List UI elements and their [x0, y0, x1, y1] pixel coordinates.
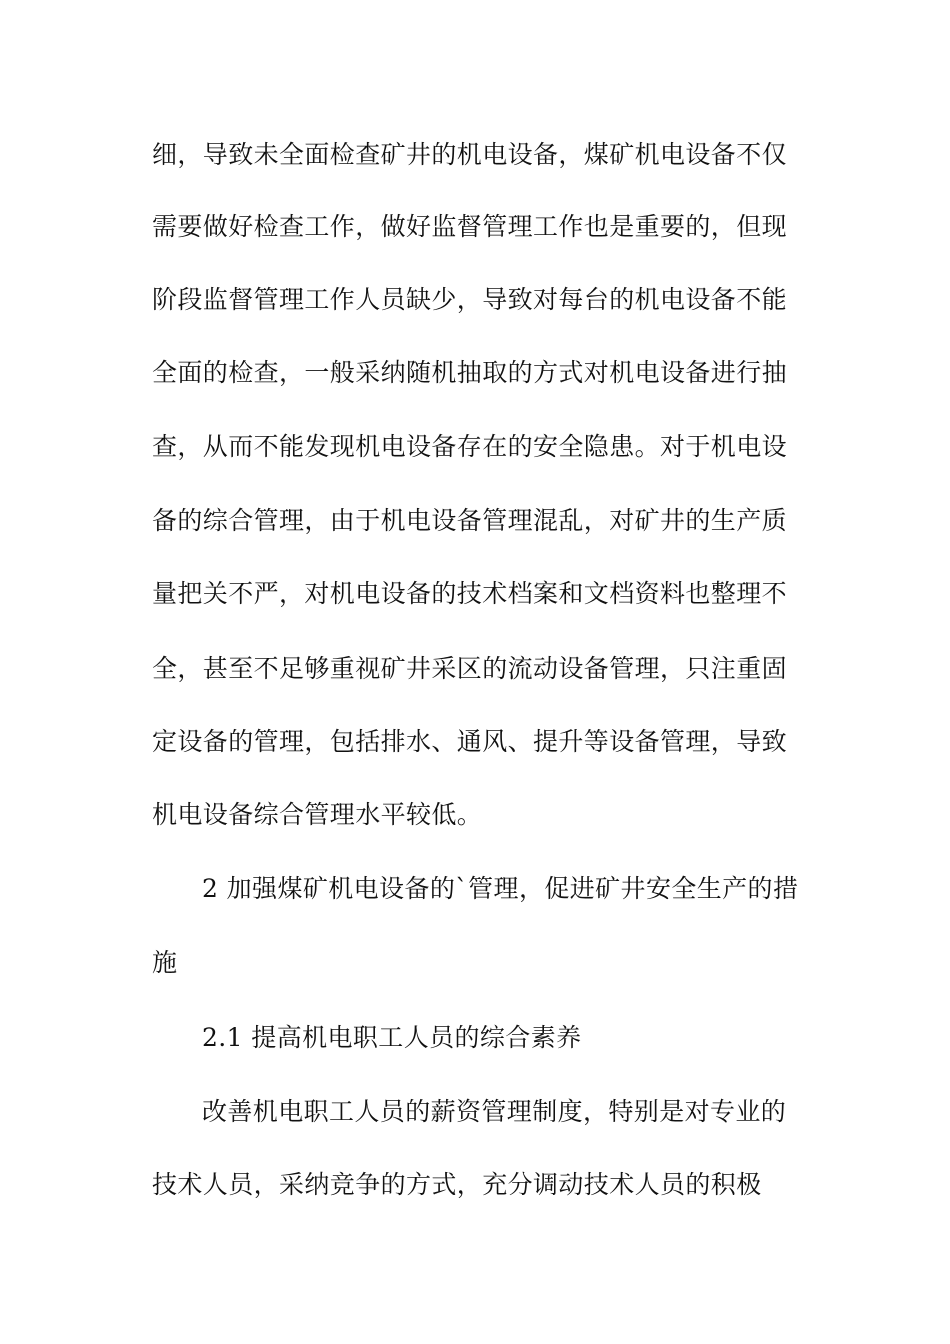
paragraph-first-line: 改善机电职工人员的薪资管理制度，特别是对专业的 [202, 1097, 787, 1126]
body-text-line: 定设备的管理，包括排水、通风、提升等设备管理，导致 [152, 727, 788, 756]
section-heading-continuation: 施 [152, 948, 178, 977]
section-heading: 2 加强煤矿机电设备的`管理，促进矿井安全生产的措 [202, 874, 799, 903]
body-text-line: 机电设备综合管理水平较低。 [152, 800, 483, 829]
body-text-line: 细，导致未全面检查矿井的机电设备，煤矿机电设备不仅 [152, 140, 788, 169]
body-text-line: 备的综合管理，由于机电设备管理混乱，对矿井的生产质 [152, 506, 788, 535]
paragraph-line: 技术人员，采纳竞争的方式，充分调动技术人员的积极 [152, 1170, 762, 1199]
body-text-line: 全，甚至不足够重视矿井采区的流动设备管理，只注重固 [152, 654, 788, 683]
body-text-line: 查，从而不能发现机电设备存在的安全隐患。对于机电设 [152, 432, 788, 461]
subsection-heading: 2.1 提高机电职工人员的综合素养 [202, 1023, 582, 1052]
body-text-line: 量把关不严，对机电设备的技术档案和文档资料也整理不 [152, 579, 788, 608]
body-text-line: 阶段监督管理工作人员缺少，导致对每台的机电设备不能 [152, 285, 788, 314]
body-text-line: 全面的检查，一般采纳随机抽取的方式对机电设备进行抽 [152, 358, 788, 387]
body-text-line: 需要做好检查工作，做好监督管理工作也是重要的，但现 [152, 212, 788, 241]
